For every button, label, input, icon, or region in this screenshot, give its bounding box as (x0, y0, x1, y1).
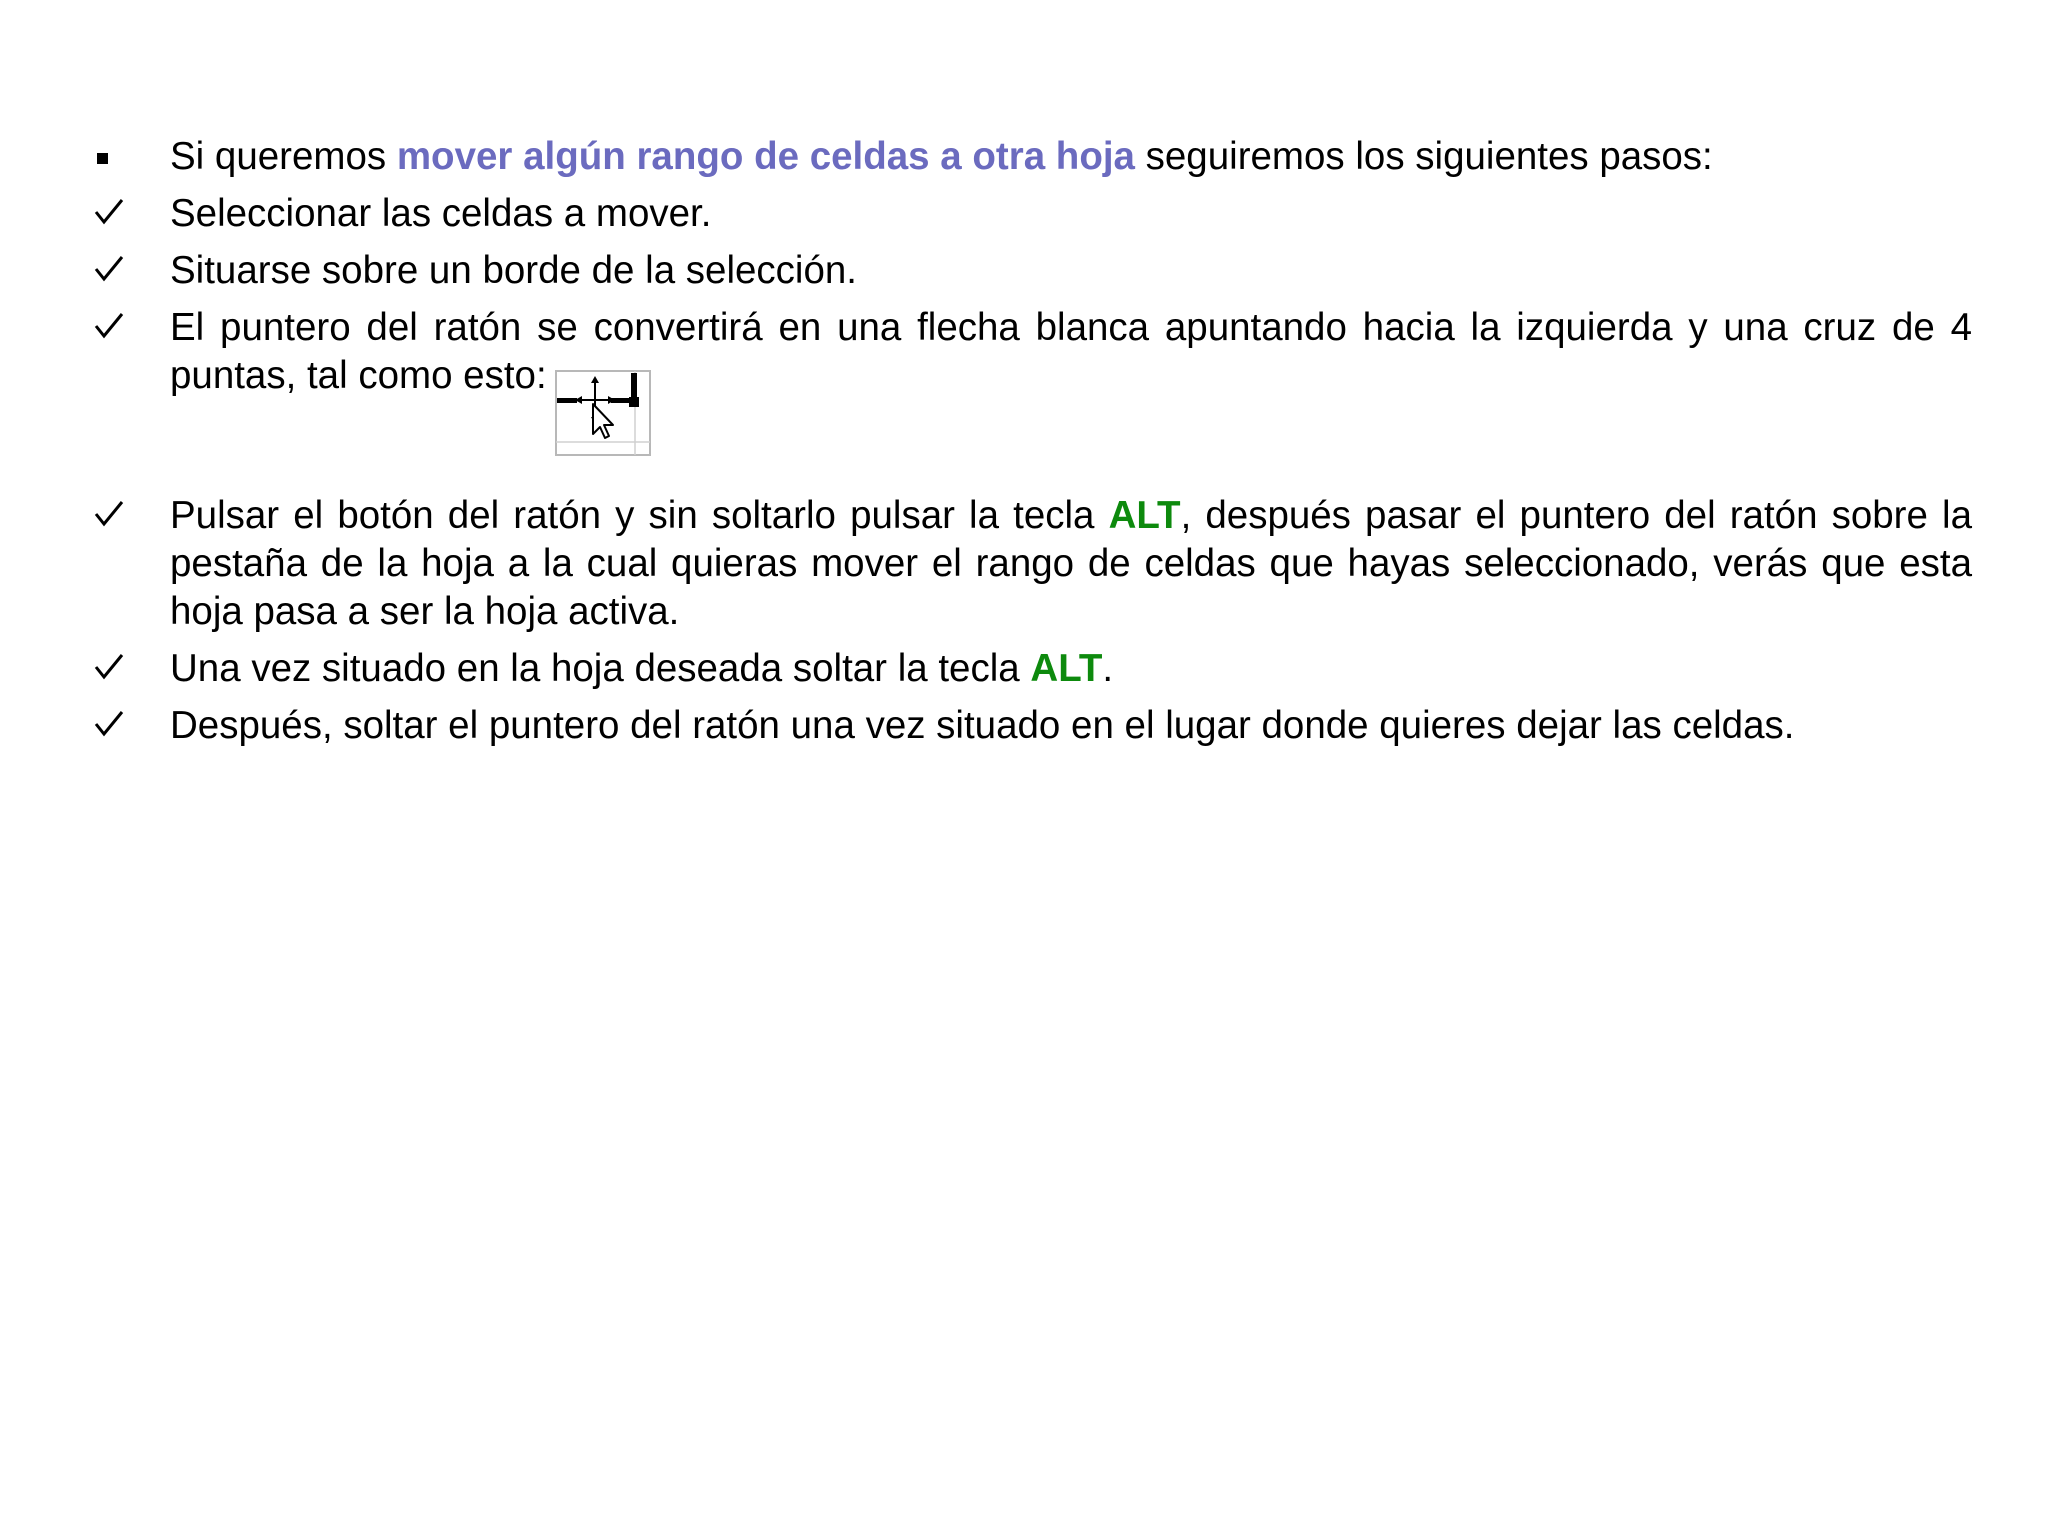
list-item-alt-release (92, 645, 1972, 693)
step-text: Situarse sobre un borde de la selección. (170, 249, 858, 292)
step-text-after: , después pasar el puntero del ratón sobre la pestaña de la hoja a la cual quieras mover el rango de celdas que hayas seleccionado, verás que esta hoja pasa a ser la hoja activa. (170, 494, 1972, 633)
move-cursor-icon (555, 370, 651, 458)
check-icon (92, 247, 132, 295)
list-item-border (92, 247, 1972, 295)
check-icon (92, 645, 132, 693)
intro-text-before: Si queremos (170, 135, 397, 178)
step-text-before: Una vez situado en la hoja deseada soltar la tecla (170, 647, 1031, 690)
list-item-select-cells (92, 190, 1972, 238)
list-item-release-pointer (92, 702, 1972, 750)
square-bullet-icon (92, 133, 132, 181)
intro-highlight: mover algún rango de celdas a otra hoja (396, 135, 1135, 178)
check-icon (92, 492, 132, 540)
step-text: Seleccionar las celdas a mover. (170, 192, 712, 235)
instruction-list (92, 133, 1972, 750)
step-text-after: . (1102, 647, 1114, 690)
check-icon (92, 190, 132, 238)
step-text: El puntero del ratón se convertirá en una flecha blanca apuntando hacia la izquierda y una cruz de 4 puntas, tal como esto: (170, 306, 1972, 397)
step-text: Después, soltar el puntero del ratón una vez situado en el lugar donde quieres dejar las celdas. (170, 704, 1795, 747)
intro-text-after: seguiremos los siguientes pasos: (1134, 135, 1713, 178)
check-icon (92, 304, 132, 352)
step-text-before: Pulsar el botón del ratón y sin soltarlo pulsar la tecla (170, 494, 1109, 537)
list-item-pointer (92, 304, 1972, 458)
alt-key-label: ALT (1108, 494, 1181, 537)
alt-key-label: ALT (1030, 647, 1103, 690)
list-item-alt-press (92, 492, 1972, 636)
check-icon (92, 702, 132, 750)
list-item-intro (92, 133, 1972, 181)
